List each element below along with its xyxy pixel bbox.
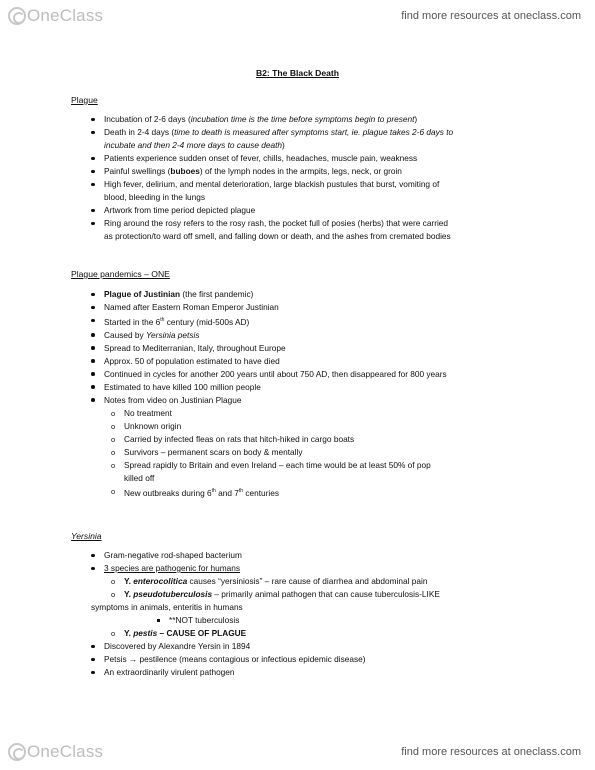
yersinia-heading: Yersinia — [71, 531, 102, 541]
list-item: Petsis → pestilence (means contagious or infectious epidemic disease) — [71, 653, 581, 666]
pandemics-heading: Plague pandemics – ONE — [71, 269, 170, 279]
page-header — [0, 4, 595, 30]
sub-list-item: o New outbreaks during 6th and 7th centuries — [91, 485, 581, 500]
list-item: An extraordinarily virulent pathogen — [71, 666, 581, 679]
list-item: Ring around the rosy refers to the rosy rash, the pocket full of posies (herbs) that were carried as protection/to ward off smell, and falling down or death, and the ashes from cremated bodies — [71, 217, 581, 243]
sub-list-item: o No treatment — [91, 407, 581, 420]
list-item: High fever, delirium, and mental deterioration, large blackish pustules that burst, vomiting of blood, bleeding in the lungs — [71, 178, 581, 204]
list-item: Started in the 6th century (mid-500s AD) — [71, 314, 581, 329]
list-item: Incubation of 2-6 days (incubation time is the time before symptoms begin to present) — [71, 113, 581, 126]
list-item: Patients experience sudden onset of fever, chills, headaches, muscle pain, weakness — [71, 152, 581, 165]
oneclass-logo[interactable] — [8, 6, 103, 26]
list-item: Estimated to have killed 100 million people — [71, 381, 581, 394]
list-item: Painful swellings (buboes) of the lymph nodes in the armpits, legs, neck, or groin — [71, 165, 581, 178]
sub-list-item: o Survivors – permanent scars on body & mentally — [91, 446, 581, 459]
list-item: Approx. 50 of population estimated to have died — [71, 355, 581, 368]
find-resources-link[interactable]: find more resources at oneclass.com — [401, 10, 581, 22]
oneclass-logo-icon — [8, 743, 26, 761]
sub-list-item: o Y. enterocolitica causes “yersiniosis” – rare cause of diarrhea and abdominal pain — [91, 575, 581, 588]
sub-sub-list-item: **NOT tuberculosis — [151, 614, 581, 627]
plague-heading: Plague — [71, 95, 98, 105]
yersinia-list — [71, 549, 581, 679]
list-item: Artwork from time period depicted plague — [71, 204, 581, 217]
logo-text: OneClass — [27, 742, 104, 761]
sub-list-item: o Carried by infected fleas on rats that hitch-hiked in cargo boats — [91, 433, 581, 446]
plague-list — [71, 113, 581, 243]
sub-list-item: o Y. pestis – CAUSE OF PLAGUE — [91, 627, 581, 640]
list-item: 3 species are pathogenic for humans — [71, 562, 581, 575]
oneclass-logo-icon — [8, 7, 26, 25]
logo-text: OneClass — [27, 6, 104, 25]
list-item: Plague of Justinian (the first pandemic) — [71, 288, 581, 301]
list-item: Spread to Mediterranian, Italy, throughout Europe — [71, 342, 581, 355]
arrow-icon: → — [128, 654, 138, 664]
list-item: Discovered by Alexandre Yersin in 1894 — [71, 640, 581, 653]
page-footer — [0, 740, 595, 766]
oneclass-logo-footer[interactable] — [8, 742, 103, 762]
document-title: B2: The Black Death — [255, 68, 340, 78]
list-item: Gram-negative rod-shaped bacterium — [71, 549, 581, 562]
list-item: Named after Eastern Roman Emperor Justinian — [71, 301, 581, 314]
pandemics-list — [71, 288, 581, 500]
find-resources-link-footer[interactable]: find more resources at oneclass.com — [401, 746, 581, 758]
list-item: Continued in cycles for another 200 years until about 750 AD, then disappeared for 800 years — [71, 368, 581, 381]
sub-list-item: o Spread rapidly to Britain and even Ireland – each time would be at least 50% of pop killed off — [91, 459, 581, 485]
sub-list-item: o Unknown origin — [91, 420, 581, 433]
list-item: Notes from video on Justinian Plague — [71, 394, 581, 407]
sub-list-item: o Y. pseudotuberculosis – primarily animal pathogen that can cause tuberculosis-LIKE symptoms in animals, enteritis in humans — [91, 588, 581, 614]
list-item: Death in 2-4 days (time to death is measured after symptoms start, ie. plague takes 2-6 days to incubate and then 2-4 more days to cause death) — [71, 126, 581, 152]
list-item: Caused by Yersinia petsis — [71, 329, 581, 342]
